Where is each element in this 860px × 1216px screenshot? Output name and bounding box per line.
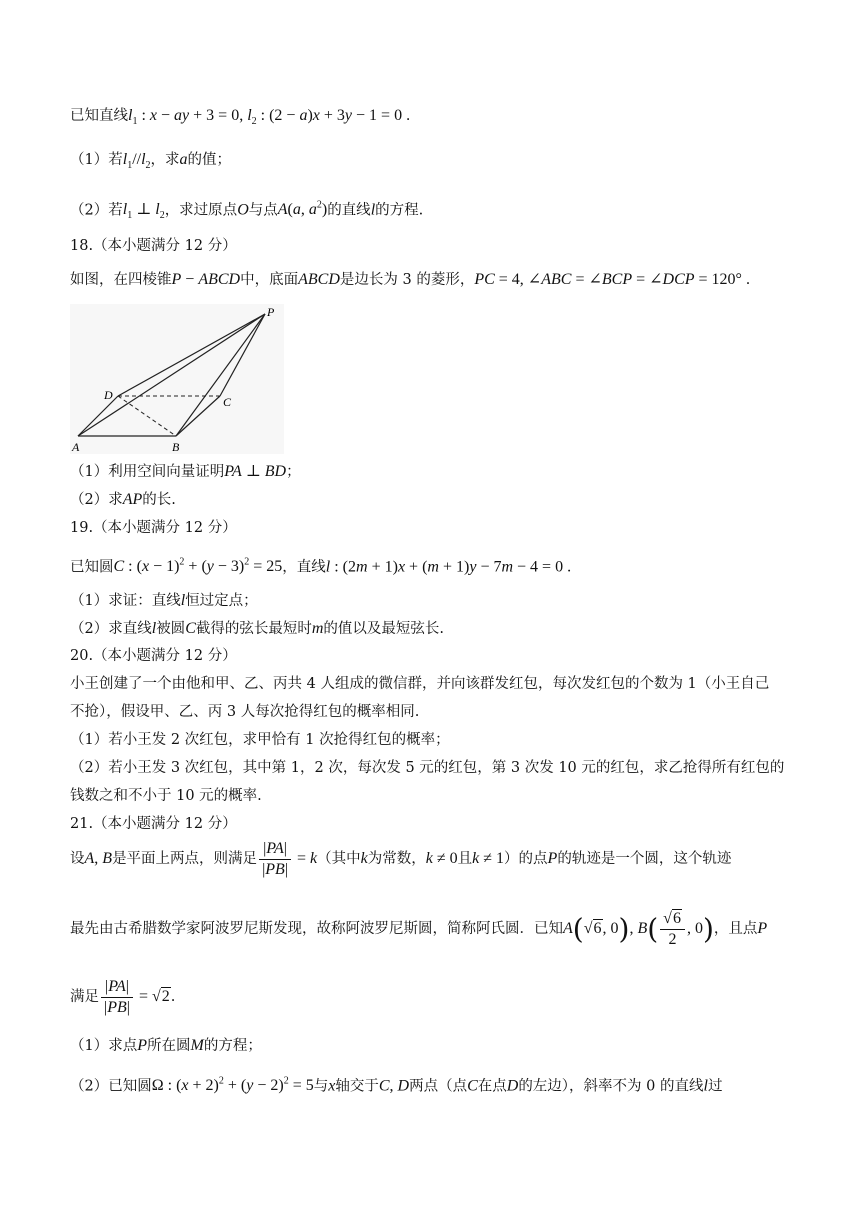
q21-part2: （2）已知圆Ω : $(x + 2)^2 + (y - 2)^2 = 5$与x轴交于C, D两点（点C在点D的左边），斜率不为 0 的直线l过: [70, 1076, 723, 1095]
label-p: P: [267, 305, 275, 319]
text: 已知直线: [70, 108, 128, 124]
pyramid-figure: [70, 304, 284, 454]
q18-header: 18.（本小题满分 12 分）: [70, 238, 237, 254]
q20-header: 20.（本小题满分 12 分）: [70, 648, 237, 664]
q19-stem: 已知圆C : $(x - 1)^2 + (y - 3)^2 = 25$，直线l : (2m + 1)x + (m + 1)y − 7m − 4 = 0 .: [70, 557, 572, 576]
q21-stem-3: 满足 $\frac{|PA|}{|PB|}$ = √2.: [70, 977, 176, 1016]
q21-header: 21.（本小题满分 12 分）: [70, 816, 237, 832]
q18-part1: （1）利用空间向量证明PA ⊥ BD；: [70, 463, 301, 480]
q18-part2: （2）求AP的长.: [70, 491, 176, 508]
q17-part2: （2）若$l_1$ ⊥ $l_2$，求过原点O与点A(a, $a^2$)的直线l的方程.: [70, 200, 424, 222]
q20-part2-b: 钱数之和不小于 10 元的概率.: [70, 788, 262, 804]
q20-part1: （1）若小王发 2 次红包，求甲恰有 1 次抢得红包的概率；: [70, 732, 450, 748]
q21-stem-2: 最先由古希腊数学家阿波罗尼斯发现，故称阿波罗尼斯圆，简称阿氏圆．已知A(√6, 0), B( $\frac{√6}{2}$ , 0)，且点P: [70, 909, 768, 948]
q17-part1: （1）若$l_1//l_2$，求a的值；: [70, 151, 232, 172]
q17-stem: 已知直线$l_1$ : x − ay + 3 = 0, $l_2$ : (2 − a)x + 3y − 1 = 0 .: [70, 107, 411, 128]
q20-stem-1: 小王创建了一个由他和甲、乙、丙共 4 人组成的微信群，并向该群发红包，每次发红包的个数为 1（小王自己: [70, 676, 770, 692]
label-a: A: [72, 440, 80, 454]
q19-header: 19.（本小题满分 12 分）: [70, 520, 237, 536]
q21-stem-1: 设A, B是平面上两点，则满足 $\frac{|PA|}{|PB|}$ = k（其中k为常数，k ≠ 0且k ≠ 1）的点P的轨迹是一个圆，这个轨迹: [70, 839, 732, 878]
label-d: D: [104, 388, 113, 402]
q20-part2-a: （2）若小王发 3 次红包，其中第 1，2 次，每次发 5 元的红包，第 3 次发 10 元的红包，求乙抢得所有红包的: [70, 760, 785, 776]
q19-part2: （2）求直线l被圆C截得的弦长最短时m的值以及最短弦长.: [70, 620, 445, 637]
q20-stem-2: 不抢），假设甲、乙、丙 3 人每次抢得红包的概率相同.: [70, 704, 420, 720]
q21-part1: （1）求点P所在圆M的方程；: [70, 1037, 262, 1054]
q19-part1: （1）求证：直线l恒过定点；: [70, 592, 258, 609]
label-b: B: [172, 440, 180, 454]
q18-stem: 如图，在四棱锥P − ABCD中，底面ABCD是边长为 3 的菱形，PC = 4, ∠ABC = ∠BCP = ∠DCP = 120° .: [70, 271, 750, 288]
label-c: C: [223, 395, 232, 409]
